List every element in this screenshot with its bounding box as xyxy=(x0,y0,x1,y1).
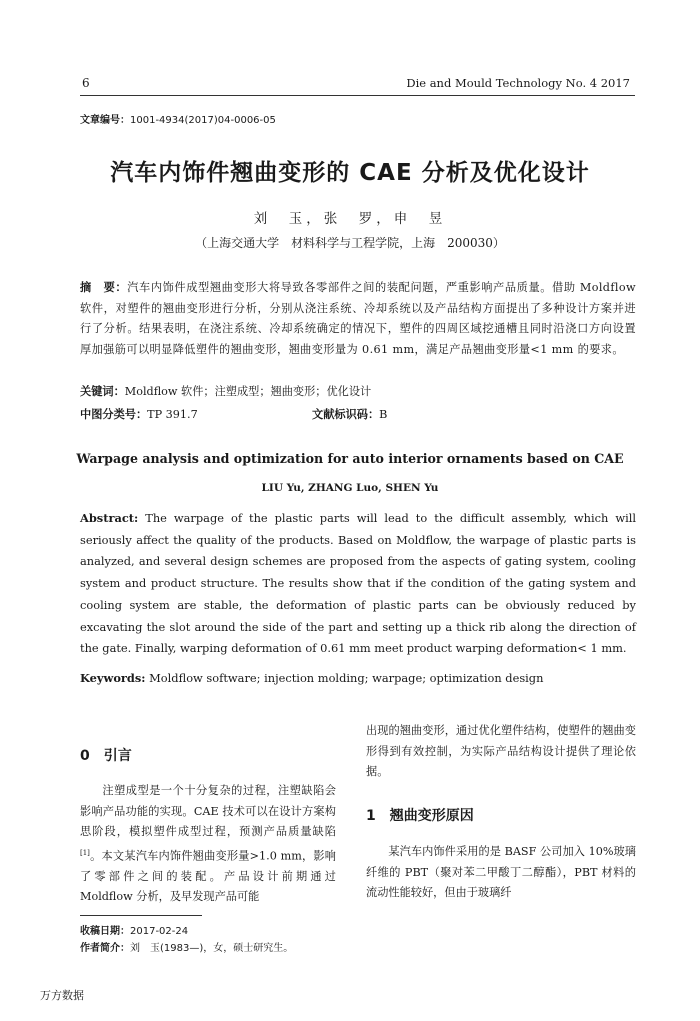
article-number-label: 文章编号： xyxy=(80,115,130,126)
reference-marker[interactable]: [1] xyxy=(80,848,90,857)
doc-code-value: B xyxy=(379,408,388,421)
introduction-body xyxy=(80,781,336,908)
intro-text-before-ref: 注塑成型是一个十分复杂的过程，注塑缺陷会影响产品功能的实现。CAE 技术可以在设计方案构思阶段，模拟塑件成型过程，预测产品质量缺陷 xyxy=(80,784,336,838)
doc-code xyxy=(312,406,387,422)
page-number: 6 xyxy=(82,76,90,90)
warpage-causes-body xyxy=(366,842,636,904)
warpage-causes-paragraph: 某汽车内饰件采用的是 BASF 公司加入 10%玻璃纤维的 PBT（聚对苯二甲酸丁二醇酯），PBT 材料的流动性能较好，但由于玻璃纤 xyxy=(366,845,636,899)
footnote-rule xyxy=(80,915,202,916)
keywords-cn-label: 关键词： xyxy=(80,385,125,398)
abstract-en xyxy=(80,508,636,660)
keywords-en-text: Moldflow software; injection molding; warpage; optimization design xyxy=(145,671,544,685)
keywords-cn xyxy=(80,383,371,399)
section-heading-warpage-causes xyxy=(366,805,474,825)
section-title: 引言 xyxy=(103,748,132,764)
abstract-cn-label: 摘 要： xyxy=(80,281,128,294)
title-cn: 汽车内饰件翘曲变形的 CAE 分析及优化设计 xyxy=(110,160,590,186)
footnote-author xyxy=(80,939,293,954)
section-number: 0 xyxy=(80,748,90,764)
received-date: 2017-02-24 xyxy=(130,926,189,937)
classification-row xyxy=(80,406,636,422)
section-heading-introduction xyxy=(80,745,132,765)
watermark: 万方数据 xyxy=(40,989,84,1002)
abstract-en-label: Abstract: xyxy=(80,511,139,525)
abstract-cn xyxy=(80,278,636,360)
received-label: 收稿日期： xyxy=(80,926,130,937)
keywords-en xyxy=(80,671,543,685)
clc-value: TP 391.7 xyxy=(147,408,198,421)
clc-label: 中图分类号： xyxy=(80,408,148,421)
header-rule xyxy=(80,95,635,96)
introduction-paragraph xyxy=(80,781,336,908)
keywords-en-label: Keywords: xyxy=(80,671,146,685)
author-bio-label: 作者简介： xyxy=(80,943,130,954)
authors-en: LIU Yu, ZHANG Luo, SHEN Yu xyxy=(261,482,439,494)
doc-code-label: 文献标识码： xyxy=(312,408,380,421)
section-title: 翘曲变形原因 xyxy=(389,808,474,824)
intro-text-after-ref: 。本文某汽车内饰件翘曲变形量>1.0 mm，影响了零部件之间的装配。产品设计前期通过 Moldflow 分析，及早发现产品可能 xyxy=(80,849,336,904)
journal-header: Die and Mould Technology No. 4 2017 xyxy=(406,76,630,90)
author-bio: 刘 玉(1983—)，女，硕士研究生。 xyxy=(130,943,294,954)
right-column-continuation: 出现的翘曲变形，通过优化塑件结构，使塑件的翘曲变形得到有效控制，为实际产品结构设计提供了理论依据。 xyxy=(366,724,636,778)
abstract-en-text: The warpage of the plastic parts will lead to the difficult assembly, which will seriously affect the quality of the products. Based on Moldflow, the warpage of plastic parts is analyzed, and several design schemes are proposed from the aspects of gating system, cooling system and product structure. The results show that if the condition of the gating system and cooling system are stable, the deformation of plastic parts can be obviously reduced by excavating the slot around the side of the part and setting up a thick rib along the direction of the gate. Finally, warping deformation of 0.61 mm meet product warping deformation< 1 mm. xyxy=(80,511,636,656)
authors-cn: 刘 玉，张 罗，申 昱 xyxy=(253,211,447,227)
title-en: Warpage analysis and optimization for auto interior ornaments based on CAE xyxy=(76,451,624,466)
abstract-cn-text: 汽车内饰件成型翘曲变形大将导致各零部件之间的装配问题，严重影响产品质量。借助 Moldflow 软件，对塑件的翘曲变形进行分析，分别从浇注系统、冷却系统以及产品结构方面提出了多种设计方案并进行了分析。结果表明，在浇注系统、冷却系统确定的情况下，塑件的四周区域挖通槽且同时沿浇口方向设置厚加强筋可以明显降低塑件的翘曲变形，翘曲变形量为 0.61 mm，满足产品翘曲变形量<1 mm 的要求。 xyxy=(80,281,636,356)
article-number xyxy=(80,111,276,126)
keywords-cn-text: Moldflow 软件；注塑成型；翘曲变形；优化设计 xyxy=(124,385,372,398)
footnote-received xyxy=(80,922,188,937)
affiliation-cn: （上海交通大学 材料科学与工程学院，上海 200030） xyxy=(195,236,505,250)
section-number: 1 xyxy=(366,808,376,824)
article-number-value: 1001-4934(2017)04-0006-05 xyxy=(130,115,276,126)
